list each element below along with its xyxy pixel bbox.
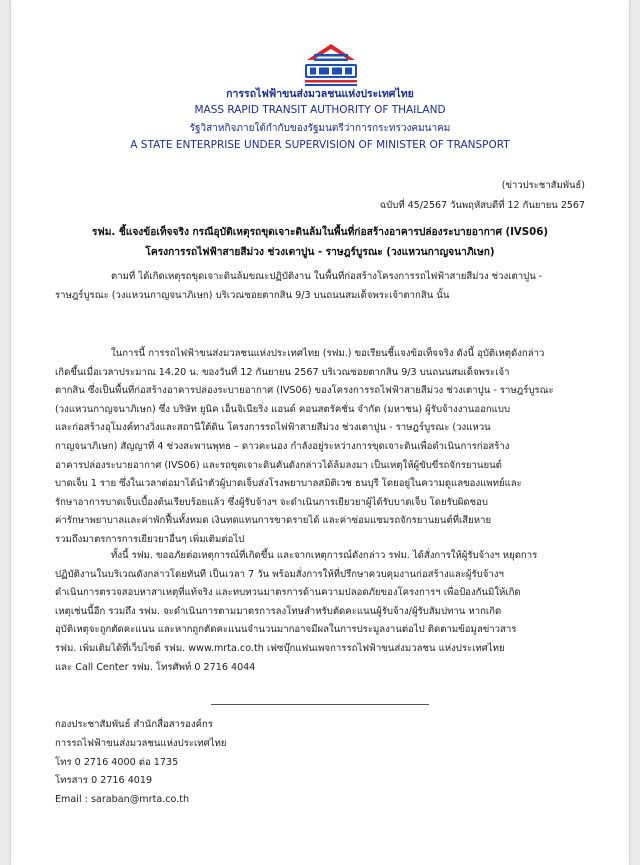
org-name-english: MASS RAPID TRANSIT AUTHORITY OF THAILAND: [194, 104, 446, 116]
paragraph-2: [55, 345, 585, 550]
paragraph-line: ราษฎร์บูรณะ (วงแหวนกาญจนาภิเษก) บริเวณซอยตากสิน 9/3 บนถนนสมเด็จพระเจ้าตากสิน นั้น: [55, 289, 450, 301]
paragraph-line: ปฏิบัติงานในบริเวณดังกล่าวโดยทันที เป็นเวลา 7 วัน พร้อมสั่งการให้ที่ปรึกษาควบคุมงานก่อสร้างและผู้รับจ้างฯ: [55, 568, 504, 580]
paragraph-line: รักษาอาการบาดเจ็บเบื้องต้นเรียบร้อยแล้ว ซึ่งผู้รับจ้างฯ จะดำเนินการเยียวยาผู้ได้รับบาดเจ็บ โดยรับผิดชอบ: [55, 496, 489, 508]
contact-fax: โทรสาร 0 2716 4019: [55, 775, 153, 787]
section-divider: [211, 704, 429, 705]
paragraph-line: รฟม. เพิ่มเติมได้ที่เว็บไซต์ รฟม. www.mrta.co.th เฟซบุ๊กแฟนเพจการรถไฟฟ้าขนส่งมวลชน แห่งประเทศไทย: [55, 642, 505, 654]
contact-email: Email : saraban@mrta.co.th: [55, 794, 190, 806]
headline-line-1: รฟม. ชี้แจงข้อเท็จจริง กรณีอุบัติเหตุรถขุดเจาะดินล้มในพื้นที่ก่อสร้างอาคารปล่องระบายอากาศ (IVS06): [92, 227, 548, 238]
paragraph-line: และ Call Center รฟม. โทรศัพท์ 0 2716 4044: [55, 661, 256, 673]
paragraph-line: ทั้งนี้ รฟม. ขออภัยต่อเหตุการณ์ที่เกิดขึ้น และจากเหตุการณ์ดังกล่าว รฟม. ได้สั่งการให้ผู้รับจ้างฯ หยุดการ: [111, 550, 538, 561]
paragraph-line: (วงแหวนกาญจนาภิเษก) ซึ่ง บริษัท ยูนิค เอ็นจิเนียริ่ง แอนด์ คอนสตรัคชั่น จำกัด (มหาชน) ผู้รับจ้างงานออกแบบ: [55, 403, 511, 415]
document-page: [11, 0, 629, 865]
paragraph-line: บาดเจ็บ 1 ราย ซึ่งในเวลาต่อมาได้นำตัวผู้บาดเจ็บส่งโรงพยาบาลสมิติเวช ธนบุรี โดยอยู่ในความดูแลของแพทย์และ: [55, 478, 522, 490]
paragraph-line: ค่ารักษาพยาบาลและค่าพักฟื้นทั้งหมด เงินทดแทนการขาดรายได้ และค่าซ่อมแซมรถจักรยานยนต์ที่เสียหาย: [55, 515, 492, 527]
contact-department: กองประชาสัมพันธ์ สำนักสื่อสารองค์กร: [55, 719, 213, 730]
paragraph-line: รวมถึงมาตรการการเยียวยาอื่นๆ เพิ่มเติมต่อไป: [55, 533, 245, 545]
paragraph-line: อุบัติเหตุจะถูกตัดคะแนน และหากถูกตัดคะแนนจำนวนมากอาจมีผลในการประมูลงานต่อไป ติดตามข้อมูลข่าวสาร: [55, 624, 517, 636]
mrta-logo-icon: [301, 40, 361, 88]
release-type: (ข่าวประชาสัมพันธ์): [501, 180, 585, 191]
paragraph-line: อาคารปล่องระบายอากาศ (IVS06) และรถขุดเจาะดินคันดังกล่าวได้ล้มลงมา เป็นเหตุให้ผู้ขับขี่รถจักรยานยนต์: [55, 459, 502, 471]
paragraph-line: และก่อสร้างอุโมงค์ทางวิ่งและสถานีใต้ดิน โครงการรถไฟฟ้าสายสีม่วง ช่วงเตาปูน - ราษฎร์บูรณะ (วงแหวน: [55, 422, 491, 434]
contact-block: [55, 716, 226, 810]
paragraph-line: ตากสิน ซึ่งเป็นพื้นที่ก่อสร้างอาคารปล่องระบายอากาศ (IVS06) ของโครงการรถไฟฟ้าสายสีม่วง ช่วงเตาปูน - ราษฎร์บูรณะ: [55, 385, 554, 397]
paragraph-3: [55, 547, 585, 677]
paragraph-1: [55, 268, 585, 305]
supervision-thai: รัฐวิสาหกิจภายใต้กำกับของรัฐมนตรีว่าการกระทรวงคมนาคม: [189, 123, 451, 134]
release-number-date: ฉบับที่ 45/2567 วันพฤหัสบดีที่ 12 กันยายน 2567: [379, 200, 585, 211]
contact-organization: การรถไฟฟ้าขนส่งมวลชนแห่งประเทศไทย: [55, 737, 227, 749]
paragraph-line: เกิดขึ้นเมื่อเวลาประมาณ 14.20 น. ของวันที่ 12 กันยายน 2567 บริเวณซอยตากสิน 9/3 บนถนนสมเด็จพระเจ้า: [55, 366, 510, 378]
org-name-thai: การรถไฟฟ้าขนส่งมวลชนแห่งประเทศไทย: [226, 88, 414, 100]
contact-phone: โทร 0 2716 4000 ต่อ 1735: [55, 756, 179, 768]
headline-line-2: โครงการรถไฟฟ้าสายสีม่วง ช่วงเตาปูน - ราษฎร์บูรณะ (วงแหวนกาญจนาภิเษก): [145, 247, 495, 258]
paragraph-line: ตามที่ ได้เกิดเหตุรถขุดเจาะดินล้มขณะปฏิบัติงาน ในพื้นที่ก่อสร้างโครงการรถไฟฟ้าสายสีม่วง ช่วงเตาปูน -: [111, 271, 543, 282]
paragraph-line: กาญจนาภิเษก) สัญญาที่ 4 ช่วงสะพานพุทธ – ดาวคะนอง กำลังอยู่ระหว่างการขุดเจาะดินเพื่อดำเนินการก่อสร้าง: [55, 440, 510, 452]
paragraph-line: ในการนี้ การรถไฟฟ้าขนส่งมวลชนแห่งประเทศไทย (รฟม.) ขอเรียนชี้แจงข้อเท็จจริง ดังนี้ อุบัติเหตุดังกล่าว: [111, 348, 545, 359]
paragraph-line: เหตุเช่นนี้อีก รวมถึง รฟม. จะดำเนินการตามมาตรการลงโทษสำหรับตัดคะแนนผู้รับจ้าง/ผู้รับสัมปทาน หากเกิด: [55, 605, 502, 617]
supervision-english: A STATE ENTERPRISE UNDER SUPERVISION OF MINISTER OF TRANSPORT: [130, 139, 510, 151]
paragraph-line: ดำเนินการตรวจสอบหาสาเหตุที่แท้จริง และทบทวนมาตรการด้านความปลอดภัยของโครงการฯ เพื่อป้องกันมิให้เกิด: [55, 587, 521, 599]
